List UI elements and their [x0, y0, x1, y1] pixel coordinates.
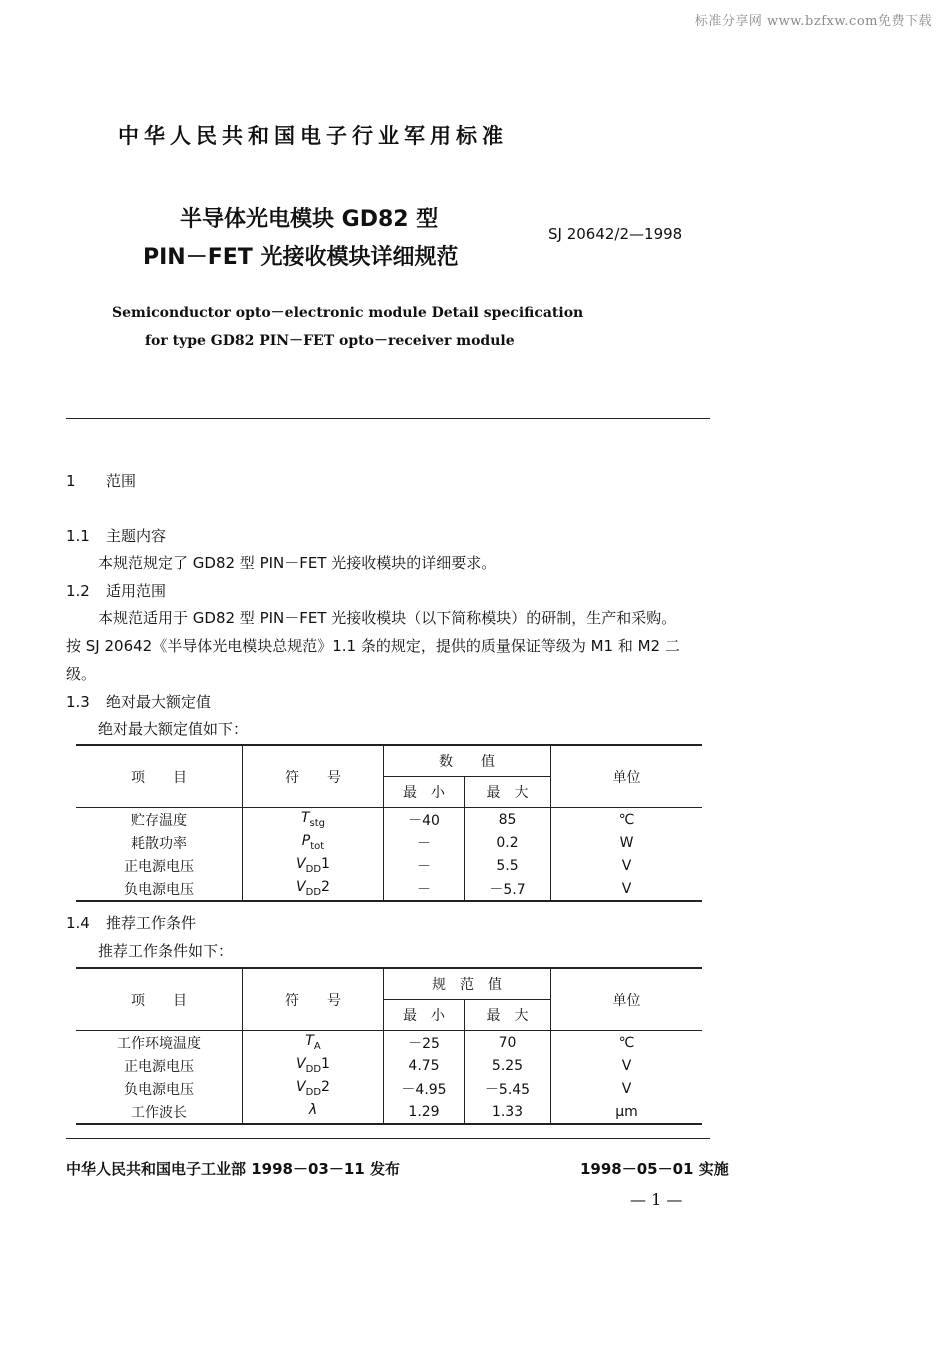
section-1-3-heading: [66, 691, 211, 712]
table-row: [76, 877, 702, 901]
row-unit: ℃: [618, 1034, 635, 1051]
section-number: 1.3: [66, 693, 90, 711]
table-row: [76, 831, 702, 854]
row-item: 耗散功率: [76, 831, 243, 854]
section-title: 主题内容: [106, 527, 167, 545]
row-symbol: $V_{DD}1$: [243, 854, 384, 877]
table-row: [76, 1077, 702, 1100]
section-1-4-heading: [66, 912, 196, 933]
table-row: [76, 854, 702, 877]
section-title: 适用范围: [106, 582, 167, 600]
row-max: －5.45: [465, 1077, 551, 1100]
title-divider: [66, 418, 710, 419]
col-header-min: 最 小: [384, 777, 465, 808]
col-header-symbol: 符 号: [243, 968, 384, 1031]
row-min: －: [384, 831, 465, 854]
section-1-3-intro: 绝对最大额定值如下：: [98, 720, 249, 738]
section-title: 范围: [106, 472, 137, 490]
row-item: 工作波长: [76, 1100, 243, 1124]
standard-number: SJ 20642/2—1998: [548, 225, 683, 243]
table-row: [76, 1100, 702, 1124]
row-symbol: $T_{stg}$: [243, 808, 384, 832]
row-symbol: $V_{DD}2$: [243, 1077, 384, 1100]
row-max: 5.25: [465, 1054, 551, 1077]
row-max: 1.33: [465, 1100, 551, 1124]
section-number: 1.1: [66, 527, 90, 545]
section-1-1-text: 本规范规定了 GD82 型 PIN－FET 光接收模块的详细要求。: [98, 554, 497, 572]
row-item: 贮存温度: [76, 808, 243, 832]
row-unit: ℃: [618, 811, 635, 828]
title-line-1: 半导体光电模块 GD82 型: [180, 207, 439, 232]
row-unit: V: [621, 1057, 632, 1074]
row-symbol: $V_{DD}2$: [243, 877, 384, 901]
row-unit: V: [621, 857, 632, 874]
table-row: [76, 1031, 702, 1055]
section-title: 绝对最大额定值: [106, 693, 212, 711]
row-max: －5.7: [465, 877, 551, 901]
row-max: 0.2: [465, 831, 551, 854]
row-item: 负电源电压: [76, 877, 243, 901]
row-min: 1.29: [384, 1100, 465, 1124]
col-header-max: 最 大: [465, 777, 551, 808]
english-title-line-2: for type GD82 PIN－FET opto－receiver module: [145, 333, 515, 349]
section-1-1-heading: [66, 525, 166, 546]
watermark: 标准分享网 www.bzfxw.com免费下载: [694, 14, 932, 29]
row-min: 4.75: [384, 1054, 465, 1077]
table-row: [76, 1054, 702, 1077]
row-unit: W: [619, 834, 634, 851]
row-item: 正电源电压: [76, 854, 243, 877]
col-header-value: 数 值: [384, 745, 551, 777]
row-max: 5.5: [465, 854, 551, 877]
row-min: －25: [384, 1031, 465, 1055]
row-min: －4.95: [384, 1077, 465, 1100]
section-number: 1.4: [66, 914, 90, 932]
row-item: 工作环境温度: [76, 1031, 243, 1055]
row-min: －: [384, 854, 465, 877]
footer-divider: [66, 1138, 710, 1139]
section-1-4-intro: 推荐工作条件如下：: [98, 942, 234, 960]
row-max: 70: [465, 1031, 551, 1055]
col-header-value: 规 范 值: [384, 968, 551, 1000]
title-line-2: PIN－FET 光接收模块详细规范: [143, 245, 459, 270]
col-header-unit: 单位: [551, 968, 703, 1031]
row-max: 85: [465, 808, 551, 832]
row-unit: μm: [551, 1100, 703, 1124]
standard-header: 中华人民共和国电子行业军用标准: [118, 124, 508, 148]
row-symbol: $P_{tot}$: [243, 831, 384, 854]
absolute-max-ratings-table: [76, 744, 702, 902]
section-1-2-text-1: 本规范适用于 GD82 型 PIN－FET 光接收模块（以下简称模块）的研制，生产和采购。: [98, 609, 677, 627]
col-header-min: 最 小: [384, 1000, 465, 1031]
row-symbol: λ: [243, 1100, 384, 1124]
issue-date: 中华人民共和国电子工业部 1998－03－11 发布: [66, 1160, 400, 1178]
page-number: — 1 —: [630, 1190, 683, 1209]
section-1-heading: [66, 470, 136, 491]
row-min: －40: [384, 808, 465, 832]
col-header-unit: 单位: [551, 745, 703, 808]
recommended-conditions-table: [76, 967, 702, 1125]
section-1-2-text-3: 级。: [66, 665, 97, 683]
row-unit: V: [621, 1080, 632, 1097]
section-1-2-heading: [66, 580, 166, 601]
row-symbol: $V_{DD}1$: [243, 1054, 384, 1077]
section-number: 1: [66, 472, 76, 490]
effective-date: 1998－05－01 实施: [580, 1160, 729, 1178]
section-title: 推荐工作条件: [106, 914, 197, 932]
col-header-max: 最 大: [465, 1000, 551, 1031]
section-number: 1.2: [66, 582, 90, 600]
row-unit: V: [551, 877, 703, 901]
col-header-symbol: 符 号: [243, 745, 384, 808]
row-item: 负电源电压: [76, 1077, 243, 1100]
row-symbol: $T_A$: [243, 1031, 384, 1055]
row-item: 正电源电压: [76, 1054, 243, 1077]
english-title-line-1: Semiconductor opto－electronic module Detail specification: [112, 305, 584, 321]
col-header-item: 项 目: [76, 745, 243, 808]
table-row: [76, 808, 702, 832]
row-min: －: [384, 877, 465, 901]
section-1-2-text-2: 按 SJ 20642《半导体光电模块总规范》1.1 条的规定，提供的质量保证等级为 M1 和 M2 二: [66, 637, 680, 655]
col-header-item: 项 目: [76, 968, 243, 1031]
